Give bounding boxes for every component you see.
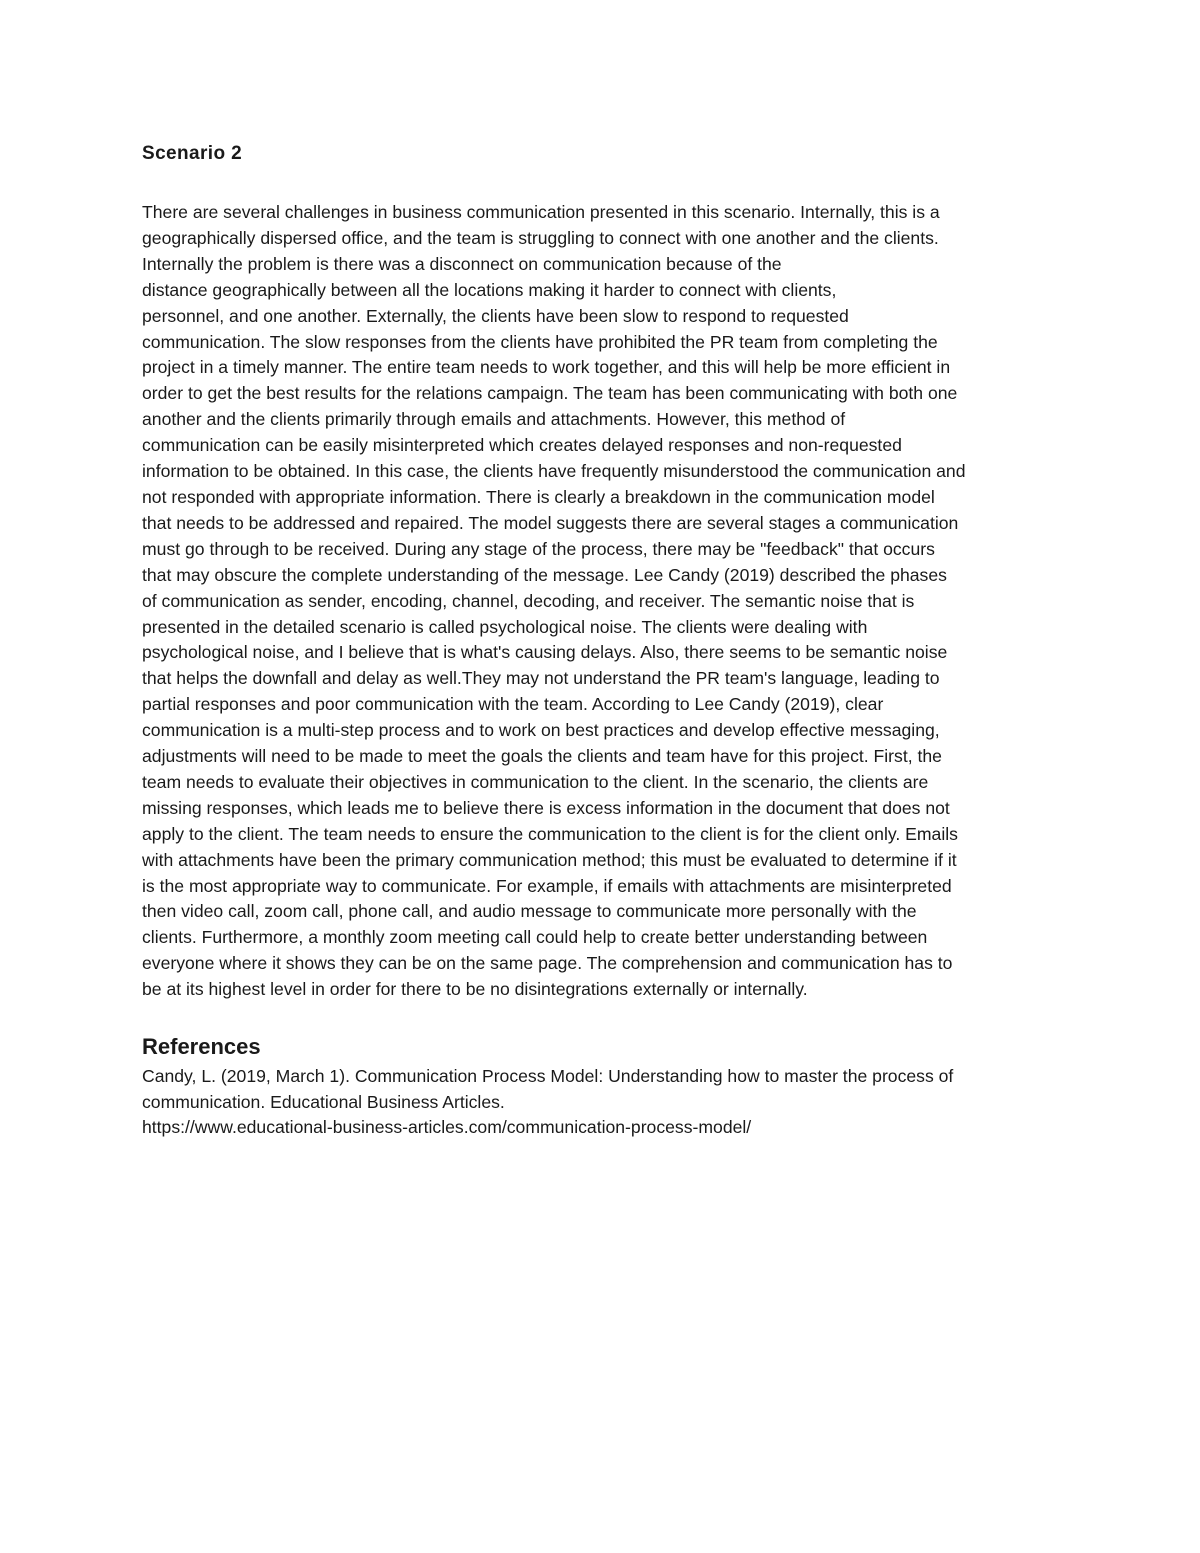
body-line: geographically dispersed office, and the team is struggling to connect with one another and the clients.	[142, 227, 939, 248]
body-line: communication is a multi-step process and to work on best practices and develop effective messaging,	[142, 720, 940, 741]
body-line: clients. Furthermore, a monthly zoom meeting call could help to create better understanding between	[142, 927, 928, 948]
reference-line: Candy, L. (2019, March 1). Communication Process Model: Understanding how to master the process of	[142, 1066, 954, 1087]
scenario-title: Scenario 2	[142, 143, 243, 164]
body-line: presented in the detailed scenario is called psychological noise. The clients were dealing with	[142, 616, 868, 637]
body-line: that helps the downfall and delay as well.They may not understand the PR team's language, leading to	[142, 668, 940, 689]
body-line: partial responses and poor communication with the team. According to Lee Candy (2019), clear	[142, 694, 884, 715]
body-line: then video call, zoom call, phone call, and audio message to communicate more personally with the	[142, 901, 917, 922]
document-content	[142, 140, 1067, 1141]
body-line: information to be obtained. In this case, the clients have frequently misunderstood the communication and	[142, 461, 966, 482]
reference-entry	[142, 1064, 1067, 1141]
body-line: must go through to be received. During any stage of the process, there may be "feedback" that occurs	[142, 538, 935, 559]
body-line: with attachments have been the primary communication method; this must be evaluated to determine if it	[142, 849, 957, 870]
body-line: that may obscure the complete understanding of the message. Lee Candy (2019) described the phases	[142, 564, 947, 585]
reference-url[interactable]: https://www.educational-business-articles.com/communication-process-model/	[142, 1117, 752, 1138]
body-line: communication. The slow responses from the clients have prohibited the PR team from completing the	[142, 331, 938, 352]
body-line: team needs to evaluate their objectives in communication to the client. In the scenario, the clients are	[142, 771, 929, 792]
reference-line: communication. Educational Business Articles.	[142, 1091, 505, 1112]
body-line: adjustments will need to be made to meet the goals the clients and team have for this project. First, the	[142, 746, 942, 767]
body-line: order to get the best results for the relations campaign. The team has been communicating with both one	[142, 383, 958, 404]
body-paragraph	[142, 200, 1067, 1003]
body-line: of communication as sender, encoding, channel, decoding, and receiver. The semantic noise that is	[142, 590, 915, 611]
body-line: Internally the problem is there was a disconnect on communication because of the	[142, 253, 782, 274]
body-line: everyone where it shows they can be on the same page. The comprehension and communication has to	[142, 953, 953, 974]
body-line: distance geographically between all the locations making it harder to connect with clients,	[142, 279, 837, 300]
body-line: There are several challenges in business communication presented in this scenario. Internally, this is a	[142, 202, 940, 222]
body-line: communication can be easily misinterpreted which creates delayed responses and non-requested	[142, 435, 902, 456]
body-line: personnel, and one another. Externally, the clients have been slow to respond to requested	[142, 305, 849, 326]
body-line: apply to the client. The team needs to ensure the communication to the client is for the client only. Emails	[142, 823, 958, 844]
body-line: is the most appropriate way to communicate. For example, if emails with attachments are misinterpreted	[142, 875, 952, 896]
body-line: be at its highest level in order for there to be no disintegrations externally or internally.	[142, 979, 808, 1000]
references-heading: References	[142, 1034, 261, 1060]
body-line: project in a timely manner. The entire team needs to work together, and this will help be more efficient in	[142, 357, 951, 378]
body-line: not responded with appropriate information. There is clearly a breakdown in the communication model	[142, 486, 935, 507]
body-line: another and the clients primarily through emails and attachments. However, this method of	[142, 409, 846, 430]
body-line: missing responses, which leads me to believe there is excess information in the document that does not	[142, 797, 950, 818]
body-line: psychological noise, and I believe that is what's causing delays. Also, there seems to be semantic noise	[142, 642, 948, 663]
body-line: that needs to be addressed and repaired. The model suggests there are several stages a communication	[142, 512, 959, 533]
